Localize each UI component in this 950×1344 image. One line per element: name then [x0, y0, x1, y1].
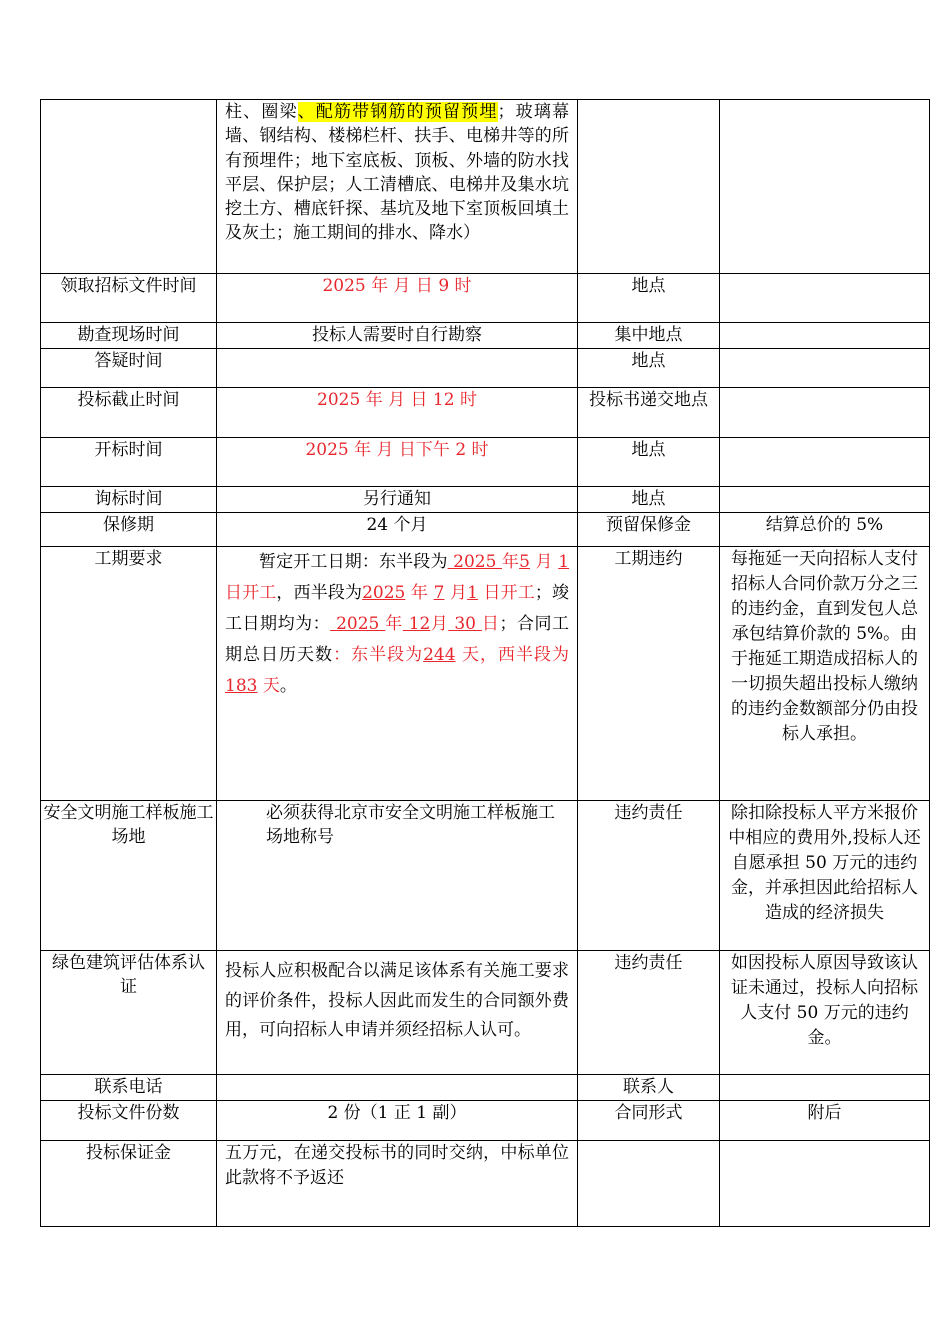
table-row	[41, 513, 930, 547]
label-schedule: 工期要求	[41, 547, 217, 801]
empty-cell	[578, 1141, 720, 1227]
highlighted-text: 、配筋带钢筋的预留预埋	[297, 102, 498, 122]
table-row	[41, 547, 930, 801]
value-submit-place	[720, 388, 930, 438]
value-contract-form: 附后	[720, 1101, 930, 1141]
table-row	[41, 274, 930, 323]
label-inquiry-time: 询标时间	[41, 487, 217, 513]
value-schedule-penalty: 每拖延一天向招标人支付招标人合同价款万分之三的违约金，直到发包人总承包结算价款的 5%。由于拖延工期造成招标人的一切损失超出投标人缴纳的违约金数额部分仍由投标人承担。	[720, 547, 930, 801]
tender-info-table	[40, 99, 930, 1227]
label-warranty: 保修期	[41, 513, 217, 547]
empty-cell	[578, 100, 720, 274]
value-breach: 除扣除投标人平方米报价中相应的费用外,投标人还自愿承担 50 万元的违约金，并承担因此给招标人造成的经济损失	[720, 801, 930, 951]
value-schedule: 暂定开工日期：东半段为 2025 年5 月 1 日开工，西半段为2025 年 7 月1 日开工；竣工日期均为： 2025 年 12月 30 日；合同工期总日历天数：东半段为244 天，西半段为183 天。	[217, 547, 578, 801]
label-green-building: 绿色建筑评估体系认证	[41, 951, 217, 1075]
label-place: 地点	[578, 349, 720, 388]
empty-cell	[720, 1141, 930, 1227]
value-meeting-place	[720, 323, 930, 349]
label-schedule-penalty: 工期违约	[578, 547, 720, 801]
value-doc-time: 2025 年 月 日 9 时	[217, 274, 578, 323]
label-breach: 违约责任	[578, 801, 720, 951]
value-bid-copies: 2 份（1 正 1 副）	[217, 1101, 578, 1141]
label-meeting-place: 集中地点	[578, 323, 720, 349]
value-contact-phone	[217, 1075, 578, 1101]
table-row	[41, 100, 930, 274]
table-row	[41, 438, 930, 487]
label-submit-place: 投标书递交地点	[578, 388, 720, 438]
label-place: 地点	[578, 274, 720, 323]
value-site-visit: 投标人需要时自行勘察	[217, 323, 578, 349]
value-bid-bond: 五万元，在递交投标书的同时交纳，中标单位此款将不予返还	[217, 1141, 578, 1227]
label-safety-site: 安全文明施工样板施工场地	[41, 801, 217, 951]
value-place	[720, 349, 930, 388]
empty-cell	[41, 100, 217, 274]
label-contact-phone: 联系电话	[41, 1075, 217, 1101]
table-row	[41, 951, 930, 1075]
table-row	[41, 349, 930, 388]
value-contact-person	[720, 1075, 930, 1101]
label-breach: 违约责任	[578, 951, 720, 1075]
label-bid-deadline: 投标截止时间	[41, 388, 217, 438]
label-place: 地点	[578, 487, 720, 513]
value-inquiry-time: 另行通知	[217, 487, 578, 513]
value-place	[720, 487, 930, 513]
table-row	[41, 388, 930, 438]
label-bid-copies: 投标文件份数	[41, 1101, 217, 1141]
value-opening-time: 2025 年 月 日下午 2 时	[217, 438, 578, 487]
value-green-building: 投标人应积极配合以满足该体系有关施工要求的评价条件，投标人因此而发生的合同额外费用，可向招标人申请并须经招标人认可。	[217, 951, 578, 1075]
empty-cell	[720, 100, 930, 274]
value-breach: 如因投标人原因导致该认证未通过，投标人向招标人支付 50 万元的违约金。	[720, 951, 930, 1075]
table-row	[41, 801, 930, 951]
label-qa-time: 答疑时间	[41, 349, 217, 388]
table-row	[41, 1075, 930, 1101]
work-scope-cell: 柱、圈梁、配筋带钢筋的预留预埋；玻璃幕墙、钢结构、楼梯栏杆、扶手、电梯井等的所有预埋件；地下室底板、顶板、外墙的防水找平层、保护层；人工清槽底、电梯井及集水坑挖土方、槽底钎探、基坑及地下室顶板回填土及灰土；施工期间的排水、降水）	[217, 100, 578, 274]
label-contract-form: 合同形式	[578, 1101, 720, 1141]
table-row	[41, 323, 930, 349]
value-place	[720, 438, 930, 487]
value-warranty: 24 个月	[217, 513, 578, 547]
label-retention: 预留保修金	[578, 513, 720, 547]
value-place	[720, 274, 930, 323]
table-row	[41, 1101, 930, 1141]
label-bid-bond: 投标保证金	[41, 1141, 217, 1227]
label-doc-time: 领取招标文件时间	[41, 274, 217, 323]
label-place: 地点	[578, 438, 720, 487]
label-opening-time: 开标时间	[41, 438, 217, 487]
value-qa-time	[217, 349, 578, 388]
value-safety-site: 必须获得北京市安全文明施工样板施工场地称号	[217, 801, 578, 951]
label-contact-person: 联系人	[578, 1075, 720, 1101]
value-retention: 结算总价的 5%	[720, 513, 930, 547]
label-site-visit: 勘查现场时间	[41, 323, 217, 349]
value-bid-deadline: 2025 年 月 日 12 时	[217, 388, 578, 438]
table-row	[41, 1141, 930, 1227]
table-row	[41, 487, 930, 513]
